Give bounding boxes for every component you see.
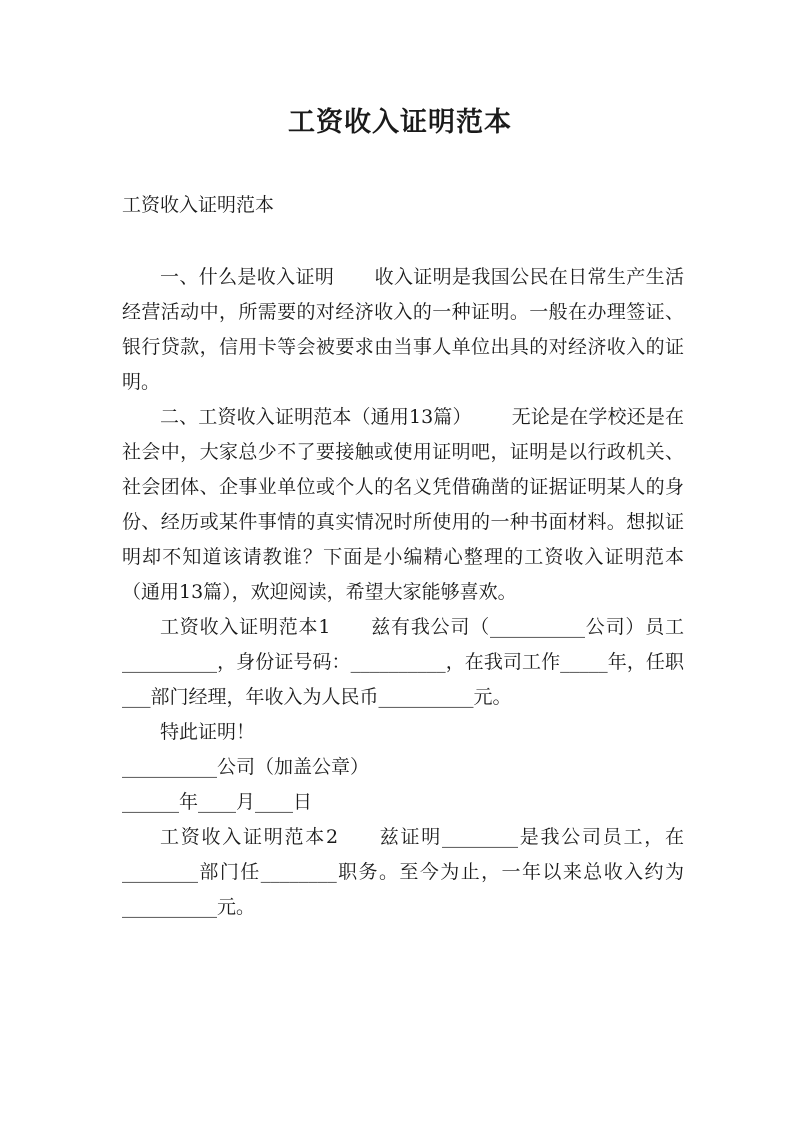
paragraph-template-2 xyxy=(122,820,684,925)
paragraph-text: 收入证明是我国公民在日常生产生活经营活动中，所需要的对经济收入的一种证明。一般在办理签证、银行贷款，信用卡等会被要求由当事人单位出具的对经济收入的证明。 xyxy=(122,266,684,393)
paragraph-heading: 工资收入证明范本1 xyxy=(160,616,331,638)
paragraph-what-is-income-proof xyxy=(122,260,684,400)
paragraph-text: 兹有我公司（__________公司）员工__________，身份证号码：__________，在我司工作_____年，任职___部门经理，年收入为人民币__________元。 xyxy=(122,616,684,708)
paragraph-text: 兹证明________是我公司员工，在________部门任________职务。至今为止，一年以来总收入约为__________元。 xyxy=(122,826,684,918)
document-subtitle: 工资收入证明范本 xyxy=(122,194,275,216)
paragraph-template-1 xyxy=(122,610,684,715)
document-title: 工资收入证明范本 xyxy=(288,107,512,138)
document-body xyxy=(122,260,684,925)
paragraph-text: __________公司（加盖公章） xyxy=(122,756,370,778)
paragraph-date xyxy=(122,785,684,820)
paragraph-heading: 二、工资收入证明范本（通用13篇） xyxy=(160,406,472,428)
paragraph-template-intro xyxy=(122,400,684,610)
paragraph-text: ______年____月____日 xyxy=(122,791,313,813)
paragraph-company-seal xyxy=(122,750,684,785)
paragraph-certify xyxy=(122,715,684,750)
paragraph-heading: 工资收入证明范本2 xyxy=(160,826,339,848)
paragraph-text: 特此证明！ xyxy=(160,721,256,743)
paragraph-heading: 一、什么是收入证明 xyxy=(160,266,335,288)
paragraph-text: 无论是在学校还是在社会中，大家总少不了要接触或使用证明吧，证明是以行政机关、社会团体、企事业单位或个人的名义凭借确凿的证据证明某人的身份、经历或某件事情的真实情况时所使用的一种书面材料。想拟证明却不知道该请教谁？下面是小编精心整理的工资收入证明范本（通用13篇），欢迎阅读，希望大家能够喜欢。 xyxy=(122,406,684,603)
